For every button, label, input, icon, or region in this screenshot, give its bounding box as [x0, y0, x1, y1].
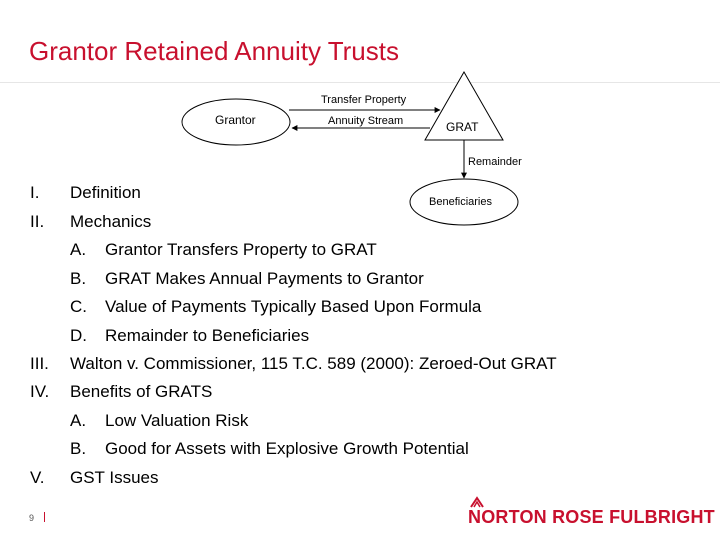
outline-item: Walton v. Commissioner, 115 T.C. 589 (2000): Zeroed-Out GRAT — [70, 354, 557, 373]
outline-num: IV. — [30, 382, 50, 401]
outline-num: III. — [30, 354, 49, 373]
grantor-label: Grantor — [215, 113, 256, 127]
annuity-label: Annuity Stream — [328, 115, 404, 127]
outline-subitem: Good for Assets with Explosive Growth Potential — [105, 439, 469, 458]
beneficiaries-label: Beneficiaries — [429, 196, 492, 208]
outline-subitem: Low Valuation Risk — [105, 411, 249, 430]
outline-item: GST Issues — [70, 468, 159, 487]
outline-item: Benefits of GRATS — [70, 382, 213, 401]
outline-subnum: A. — [70, 411, 87, 430]
remainder-label: Remainder — [468, 156, 522, 168]
outline-subnum: D. — [70, 326, 87, 345]
outline-subnum: B. — [70, 439, 87, 458]
brand-logo: NORTON ROSE FULBRIGHT — [468, 507, 715, 527]
slide-title: Grantor Retained Annuity Trusts — [29, 36, 399, 66]
page-number: 9 — [29, 513, 35, 523]
grat-label: GRAT — [446, 120, 479, 134]
outline-subitem: Value of Payments Typically Based Upon Formula — [105, 297, 482, 316]
outline-num: V. — [30, 468, 45, 487]
transfer-label: Transfer Property — [321, 94, 407, 106]
outline-item: Definition — [70, 183, 141, 202]
outline-num: I. — [30, 183, 40, 202]
outline-subnum: A. — [70, 240, 87, 259]
outline-subitem: GRAT Makes Annual Payments to Grantor — [105, 269, 424, 288]
outline-subnum: C. — [70, 297, 87, 316]
outline-num: II. — [30, 212, 45, 231]
outline-subitem: Grantor Transfers Property to GRAT — [105, 240, 377, 259]
outline-subitem: Remainder to Beneficiaries — [105, 326, 310, 345]
footer-divider — [44, 512, 45, 522]
outline-subnum: B. — [70, 269, 87, 288]
outline-item: Mechanics — [70, 212, 152, 231]
